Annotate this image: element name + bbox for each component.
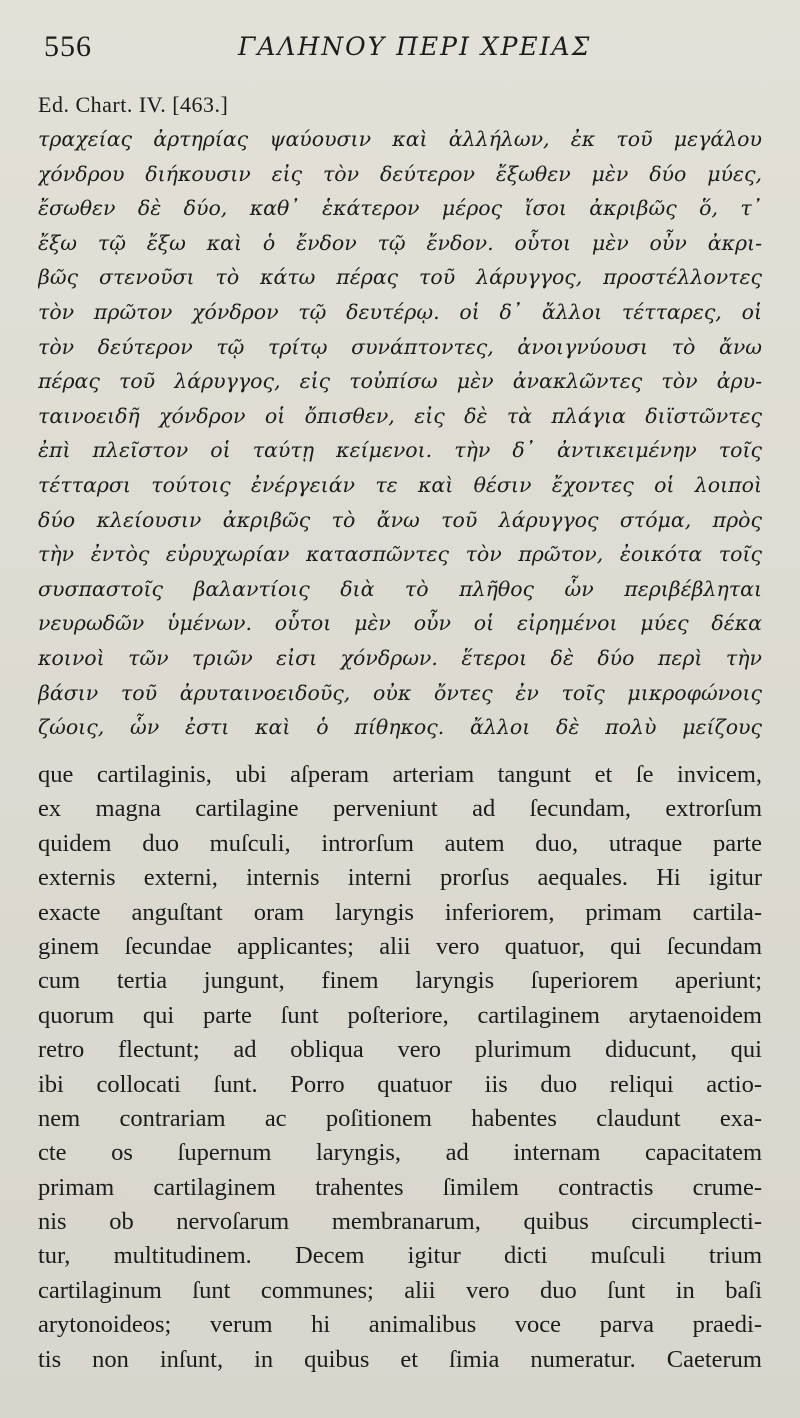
greek-line: χόνδρου διήκουσιν εἰς τὸν δεύτερον ἔξωθεν μὲν δύο μύες, bbox=[38, 161, 762, 186]
latin-line: cum tertia jungunt, finem laryngis ſuperiorem aperiunt; bbox=[38, 967, 762, 995]
latin-line: arytonoideos; verum hi animalibus voce parva praedi- bbox=[38, 1311, 762, 1339]
greek-line: βάσιν τοῦ ἀρυταινοειδοῦς, οὐκ ὄντες ἐν τοῖς μικροφώνοις bbox=[38, 680, 762, 705]
latin-line: ginem ſecundae applicantes; alii vero quatuor, qui ſecundam bbox=[38, 932, 762, 960]
latin-line: primam cartilaginem trahentes ſimilem contractis crume- bbox=[38, 1173, 762, 1201]
greek-line: τὸν πρῶτον χόνδρον τῷ δευτέρῳ. οἱ δ᾿ ἄλλοι τέτταρες, οἱ bbox=[38, 299, 762, 324]
latin-line: quidem duo muſculi, introrſum autem duo, utraque parte bbox=[38, 829, 762, 857]
latin-line: nem contrariam ac poſitionem habentes claudunt exa- bbox=[38, 1104, 762, 1132]
latin-line: nis ob nervoſarum membranarum, quibus circumplecti- bbox=[38, 1208, 762, 1236]
latin-line: retro flectunt; ad obliqua vero plurimum diducunt, qui bbox=[38, 1036, 762, 1064]
page-header bbox=[38, 28, 762, 70]
page-number: 556 bbox=[44, 30, 92, 63]
latin-line: ex magna cartilagine perveniunt ad ſecundam, extrorſum bbox=[38, 795, 762, 823]
greek-line: τέτταρσι τούτοις ἐνέργειάν τε καὶ θέσιν ἔχοντες οἱ λοιποὶ bbox=[38, 472, 762, 497]
latin-line: tis non inſunt, in quibus et ſimia numeratur. Caeterum bbox=[38, 1345, 762, 1373]
greek-line: ταινοειδῆ χόνδρον οἱ ὄπισθεν, εἰς δὲ τὰ πλάγια διϊστῶντες bbox=[38, 403, 762, 428]
latin-line: exacte anguſtant oram laryngis inferiorem, primam cartila- bbox=[38, 898, 762, 926]
greek-line: νευρωδῶν ὑμένων. οὗτοι μὲν οὖν οἱ εἰρημένοι μύες δέκα bbox=[38, 611, 762, 636]
running-title: ΓΑΛΗΝΟΥ ΠΕΡΙ ΧΡΕΙΑΣ bbox=[238, 32, 592, 61]
latin-line: cte os ſupernum laryngis, ad internam capacitatem bbox=[38, 1139, 762, 1167]
latin-line: cartilaginum ſunt communes; alii vero duo ſunt in baſi bbox=[38, 1276, 762, 1304]
latin-text-block bbox=[38, 758, 762, 1377]
greek-line: τὴν ἐντὸς εὐρυχωρίαν κατασπῶντες τὸν πρῶτον, ἐοικότα τοῖς bbox=[38, 542, 762, 567]
greek-line: ἐπὶ πλεῖστον οἱ ταύτῃ κείμενοι. τὴν δ᾿ ἀντικειμένην τοῖς bbox=[38, 438, 762, 463]
latin-line: ibi collocati ſunt. Porro quatuor iis duo reliqui actio- bbox=[38, 1070, 762, 1098]
greek-line: συσπαστοῖς βαλαντίοις διὰ τὸ πλῆθος ὧν περιβέβληται bbox=[38, 576, 762, 601]
latin-line: tur, multitudinem. Decem igitur dicti muſculi trium bbox=[38, 1242, 762, 1270]
greek-text-block bbox=[38, 122, 762, 745]
greek-line: ζώοις, ὧν ἐστι καὶ ὁ πίθηκος. ἄλλοι δὲ πολὺ μείζους bbox=[38, 715, 762, 740]
greek-line: πέρας τοῦ λάρυγγος, εἰς τοὐπίσω μὲν ἀνακλῶντες τὸν ἀρυ- bbox=[38, 369, 762, 394]
greek-line: τὸν δεύτερον τῷ τρίτῳ συνάπτοντες, ἀνοιγνύουσι τὸ ἄνω bbox=[38, 334, 762, 359]
greek-line: τραχείας ἀρτηρίας ψαύουσιν καὶ ἀλλήλων, ἐκ τοῦ μεγάλου bbox=[38, 127, 762, 151]
latin-line: externis externi, internis interni prorſus aequales. Hi igitur bbox=[38, 864, 762, 892]
greek-line: κοινοὶ τῶν τριῶν εἰσι χόνδρων. ἕτεροι δὲ δύο περὶ τὴν bbox=[38, 645, 762, 670]
edition-reference: Ed. Chart. IV. [463.] bbox=[38, 92, 229, 117]
greek-line: δύο κλείουσιν ἀκριβῶς τὸ ἄνω τοῦ λάρυγγος στόμα, πρὸς bbox=[38, 507, 762, 532]
latin-line: que cartilaginis, ubi aſperam arteriam tangunt et ſe invicem, bbox=[38, 761, 762, 788]
latin-line: quorum qui parte ſunt poſteriore, cartilaginem arytaenoidem bbox=[38, 1001, 762, 1029]
greek-line: ἔσωθεν δὲ δύο, καθ᾿ ἑκάτερον μέρος ἴσοι ἀκριβῶς ὅ, τ᾿ bbox=[38, 196, 762, 221]
greek-line: ἔξω τῷ ἔξω καὶ ὁ ἔνδον τῷ ἔνδον. οὗτοι μὲν οὖν ἀκρι- bbox=[38, 230, 762, 255]
greek-line: βῶς στενοῦσι τὸ κάτω πέρας τοῦ λάρυγγος, προστέλλοντες bbox=[38, 265, 762, 290]
